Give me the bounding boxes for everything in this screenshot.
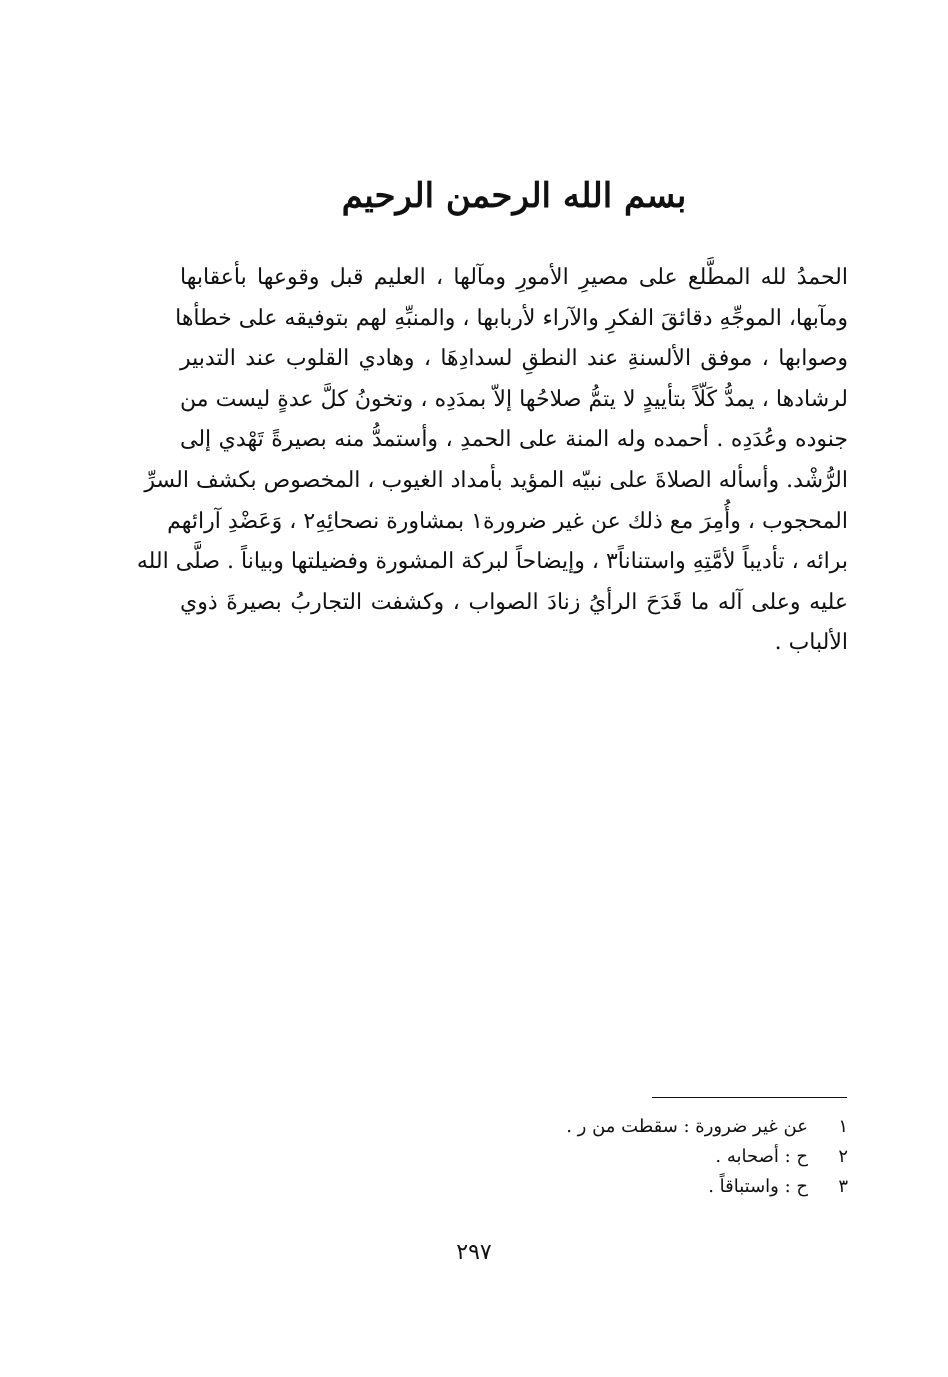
footnote-number: ٣: [838, 1176, 848, 1197]
body-line-2: ومآبها، الموجِّهِ دقائقَ الفكرِ والآراء لأربابها ، والمنبِّهِ لهم بتوفيقه على خطأها: [175, 305, 848, 331]
footnote-number: ١: [838, 1116, 848, 1137]
footnote-item-3: [480, 1172, 848, 1202]
footnote-number: ٢: [838, 1146, 848, 1167]
body-line-7: المحجوب ، وأُمِرَ مع ذلك عن غير ضرورة١ بمشاورة نصحائِهِ٢ ، وَعَضْدِ آرائهم: [167, 508, 848, 534]
body-line-8: برائه ، تأديباً لأمَّتِهِ واستناناً٣ ، وإيضاحاً لبركة المشورة وفضيلتها وبياناً . صلَّى الله: [136, 549, 848, 575]
body-paragraph: [136, 258, 848, 664]
basmala-heading: بسم الله الرحمن الرحيم: [341, 176, 687, 216]
footnote-item-1: [480, 1112, 848, 1142]
footnotes-list: [480, 1112, 848, 1202]
footnote-text: ح : أصحابه .: [715, 1146, 808, 1167]
body-line-5: جنوده وعُدَدِه . أحمده وله المنة على الحمدِ ، وأستمدُّ منه بصيرةً تَهْدي إلى: [180, 427, 848, 453]
footnote-text: عن غير ضرورة : سقطت من ر .: [566, 1116, 808, 1137]
body-line-1: الحمدُ لله المطَّلع على مصيرِ الأمورِ ومآلها ، العليم قبل وقوعها بأعقابها: [180, 265, 848, 290]
body-line-4: لرشادها ، يمدُّ كَلّاً بتأييدٍ لا يتمُّ صلاحُها إلاّ بمدَدِه ، وتخونُ كلَّ عدةٍ ليست من: [180, 386, 848, 412]
footnote-item-2: [480, 1142, 848, 1172]
footnote-text: ح : واستباقاً .: [708, 1176, 808, 1197]
body-line-9: عليه وعلى آله ما قَدَحَ الرأيُ زنادَ الصواب ، وكشفت التجاربُ بصيرةَ ذوي: [180, 589, 848, 615]
body-line-6: الرُّشْد. وأسأله الصلاةَ على نبيّه المؤيد بأمداد الغيوب ، المخصوص بكشف السرِّ: [144, 467, 848, 493]
body-line-10: الألباب .: [774, 630, 848, 656]
page-number: ٢٩٧: [456, 1240, 492, 1265]
footnote-divider: [652, 1097, 847, 1098]
body-line-3: وصوابها ، موفق الألسنةِ عند النطقِ لسدادِهَا ، وهادي القلوب عند التدبير: [180, 346, 848, 372]
